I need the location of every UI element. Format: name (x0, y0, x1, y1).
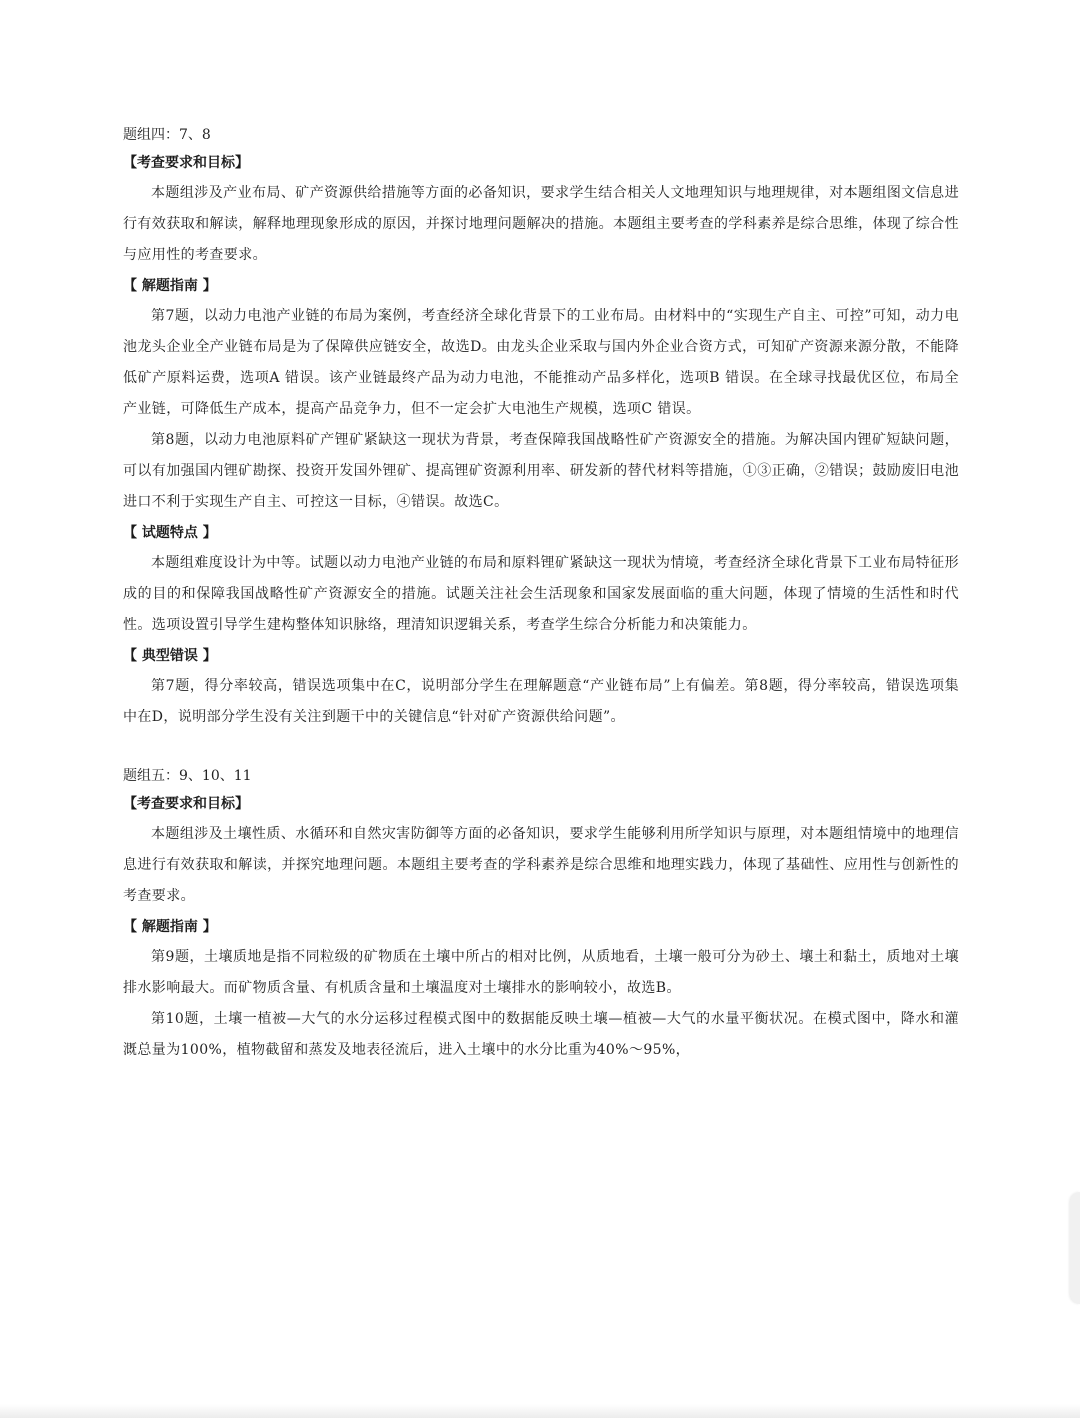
section-heading: 【考查要求和目标】 (123, 796, 249, 812)
section-solution-guide (123, 271, 959, 518)
document-content (123, 122, 959, 1066)
question-group-5 (123, 763, 959, 1066)
paragraph: 第9题，土壤质地是指不同粒级的矿物质在土壤中所占的相对比例，从质地看，土壤一般可分为砂土、壤土和黏土，质地对土壤排水影响最大。而矿物质含量、有机质含量和土壤温度对土壤排水的影响较小，故选B。 (123, 949, 959, 996)
paragraph: 本题组涉及产业布局、矿产资源供给措施等方面的必备知识，要求学生结合相关人文地理知识与地理规律，对本题组图文信息进行有效获取和解读，解释地理现象形成的原因，并探讨地理问题解决的措施。本题组主要考查的学科素养是综合思维，体现了综合性与应用性的考查要求。 (123, 185, 959, 263)
paragraph: 第7题，得分率较高，错误选项集中在C，说明部分学生在理解题意“产业链布局”上有偏差。第8题，得分率较高，错误选项集中在D，说明部分学生没有关注到题干中的关键信息“针对矿产资源供给问题”。 (123, 678, 959, 725)
paragraph: 第7题，以动力电池产业链的布局为案例，考查经济全球化背景下的工业布局。由材料中的“实现生产自主、可控”可知，动力电池龙头企业全产业链布局是为了保障供应链安全，故选D。由龙头企业采取与国内外企业合资方式，可知矿产资源来源分散，不能降低矿产原料运费，选项A 错误。该产业链最终产品为动力电池，不能推动产品多样化，选项B 错误。在全球寻找最优区位，布局全产业链，可降低生产成本，提高产品竞争力，但不一定会扩大电池生产规模，选项C 错误。 (123, 308, 959, 417)
paragraph: 第10题，土壤一植被—大气的水分运移过程模式图中的数据能反映土壤—植被—大气的水量平衡状况。在模式图中，降水和灌溉总量为100%，植物截留和蒸发及地表径流后，进入土壤中的水分比重为40%～95%， (123, 1011, 959, 1058)
section-heading: 【 典型错误 】 (123, 648, 217, 664)
section-question-features (123, 518, 959, 641)
section-requirements (123, 789, 959, 912)
question-group-4 (123, 122, 959, 733)
section-heading: 【 试题特点 】 (123, 525, 217, 541)
paragraph: 第8题，以动力电池原料矿产锂矿紧缺这一现状为背景，考查保障我国战略性矿产资源安全的措施。为解决国内锂矿短缺问题，可以有加强国内锂矿勘探、投资开发国外锂矿、提高锂矿资源利用率、研发新的替代材料等措施，①③正确，②错误；鼓励废旧电池进口不利于实现生产自主、可控这一目标，④错误。故选C。 (123, 432, 959, 510)
section-heading: 【 解题指南 】 (123, 919, 217, 935)
section-heading: 【考查要求和目标】 (123, 155, 249, 171)
scroll-handle[interactable] (1070, 1192, 1080, 1304)
section-heading: 【 解题指南 】 (123, 278, 217, 294)
paragraph: 本题组涉及土壤性质、水循环和自然灾害防御等方面的必备知识，要求学生能够利用所学知识与原理，对本题组情境中的地理信息进行有效获取和解读，并探究地理问题。本题组主要考查的学科素养是综合思维和地理实践力，体现了基础性、应用性与创新性的考查要求。 (123, 826, 959, 904)
paragraph: 本题组难度设计为中等。试题以动力电池产业链的布局和原料锂矿紧缺这一现状为情境，考查经济全球化背景下工业布局特征形成的目的和保障我国战略性矿产资源安全的措施。试题关注社会生活现象和国家发展面临的重大问题，体现了情境的生活性和时代性。选项设置引导学生建构整体知识脉络，理清知识逻辑关系，考查学生综合分析能力和决策能力。 (123, 555, 959, 633)
section-requirements (123, 148, 959, 271)
section-typical-errors (123, 641, 959, 733)
page-bottom-edge (0, 1404, 1080, 1418)
group-title: 题组五：9、10、11 (123, 768, 252, 784)
group-title: 题组四：7、8 (123, 127, 211, 143)
group-spacer (123, 733, 959, 763)
section-solution-guide (123, 912, 959, 1066)
